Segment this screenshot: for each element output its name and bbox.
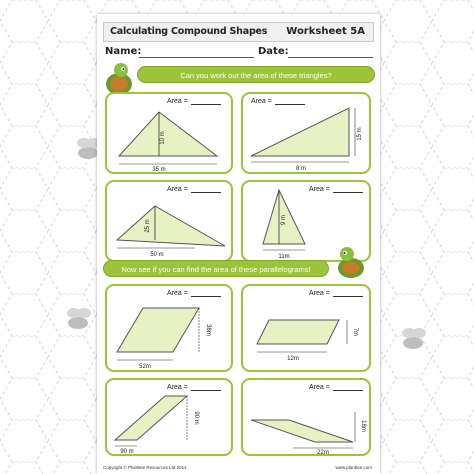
name-field[interactable] [139,57,254,58]
triangle-4-base-label: 11m [278,254,290,260]
area-answer-label: Area = [167,98,221,105]
triangle-2-base-label: 8 m [295,166,307,172]
parallelogram-card-3 [105,378,233,456]
triangles-instruction-text: Can you work out the area of these triangles? [180,71,332,80]
area-answer-label: Area = [167,186,221,193]
triangle-diagram-1 [107,94,231,172]
triangle-1-height-label: 10 m [160,131,166,145]
parallelogram-2-height-label: 7m [352,327,358,337]
triangle-card-3 [105,180,233,262]
triangle-2-height-label: 15 m [357,127,363,141]
date-label: Date: [258,46,289,57]
copyright-text: Copyright © PlanBee Resources Ltd 2014 [103,465,187,470]
area-answer-label: Area = [309,290,363,297]
triangle-1-base-label: 35 m [152,167,166,172]
triangle-3-height-label: 25 m [145,219,151,233]
worksheet-title: Calculating Compound Shapes [110,26,268,37]
parallelogram-2-base-label: 12m [287,356,299,362]
title-bar [103,22,374,42]
triangles-instruction-banner [137,66,375,83]
turtle-mascot-icon [331,242,371,282]
parallelogram-4-base-label: 22m [317,450,329,454]
parallelogram-diagram-1 [107,286,231,370]
website-link[interactable]: www.planbee.com [335,465,372,470]
area-answer-label: Area = [167,290,221,297]
parallelogram-3-base-label: 90 m [120,449,134,454]
parallelogram-1-height-label: 38m [205,324,211,336]
triangle-card-1 [105,92,233,174]
bee-decoration-icon [395,325,431,353]
area-answer-label: Area = [309,384,363,391]
triangle-diagram-3 [107,182,231,260]
bee-decoration-icon [60,305,96,333]
date-field[interactable] [288,57,373,58]
parallelogram-diagram-4 [243,380,369,454]
parallelogram-4-height-label: 18m [360,420,366,432]
triangle-diagram-2 [243,94,369,172]
area-answer-label: Area = [251,98,305,105]
parallelograms-instruction-banner [103,260,329,277]
area-answer-label: Area = [167,384,221,391]
parallelogram-3-height-label: 90 m [193,411,199,425]
worksheet-page [97,14,380,474]
parallelogram-diagram-2 [243,286,369,370]
triangle-3-base-label: 50 m [150,252,164,258]
parallelogram-card-4 [241,378,371,456]
parallelogram-diagram-3 [107,380,231,454]
parallelogram-1-base-label: 52m [139,364,151,370]
triangle-4-height-label: 9 m [281,214,287,226]
parallelogram-card-2 [241,284,371,372]
area-answer-label: Area = [309,186,363,193]
name-label: Name: [105,46,142,57]
worksheet-number: Worksheet 5A [286,26,365,37]
triangle-card-2 [241,92,371,174]
name-date-row [105,46,375,60]
parallelogram-card-1 [105,284,233,372]
parallelograms-instruction-text: Now see if you can find the area of these parallelograms! [121,265,311,274]
